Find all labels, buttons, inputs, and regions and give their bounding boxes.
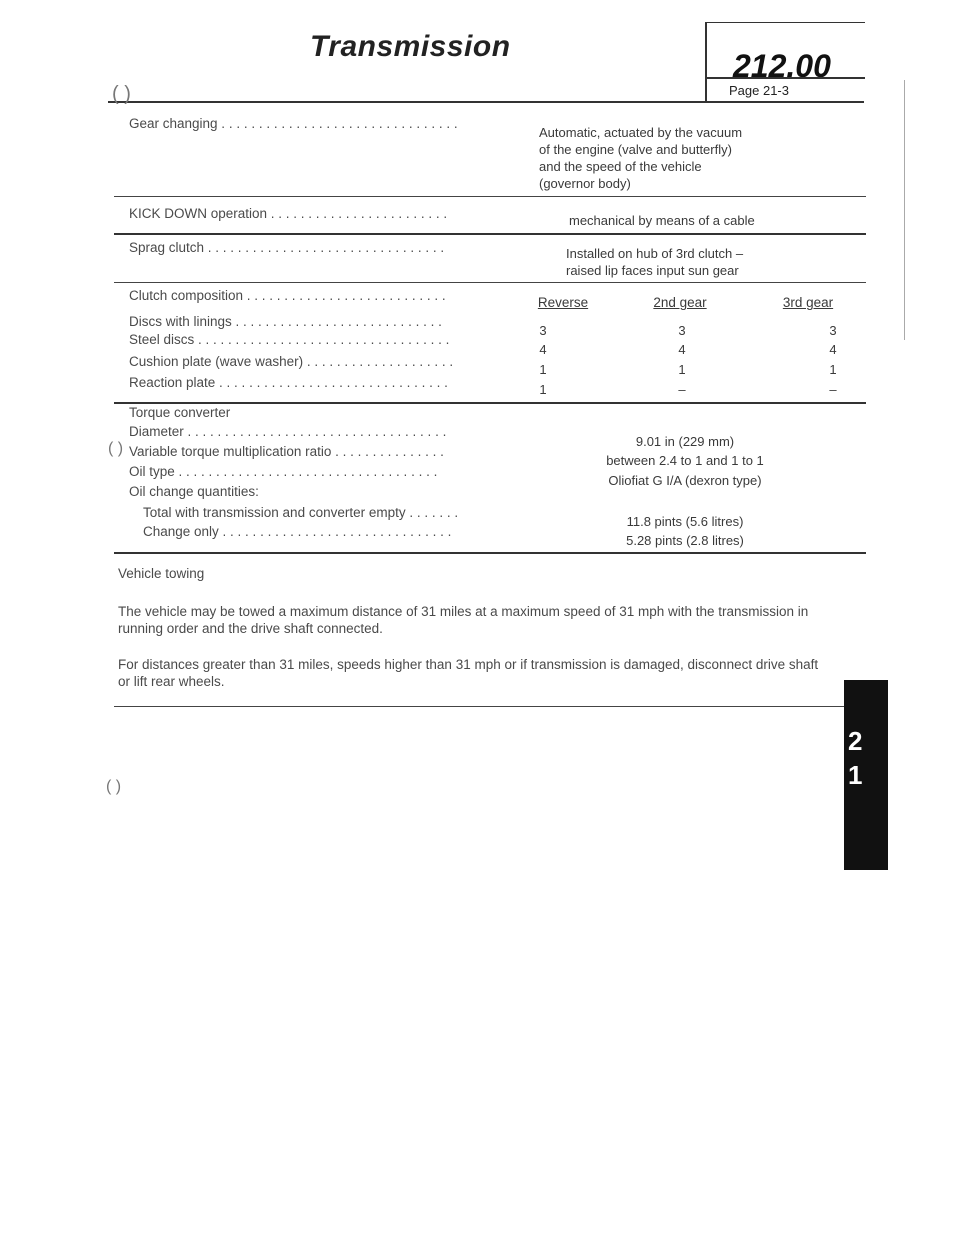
edge-tab-digit: 2 <box>848 726 863 756</box>
page-number: Page 21-3 <box>729 83 789 98</box>
gear-changing-line: of the engine (valve and butterfly) <box>539 142 732 157</box>
clutch-cell: 1 <box>539 362 547 377</box>
clutch-cell: 1 <box>539 382 547 397</box>
towing-heading: Vehicle towing <box>118 566 205 581</box>
sprag-clutch-label: Sprag clutch . . . . . . . . . . . . . . . . . . . . . . . . . . . . . . . . <box>129 240 445 255</box>
kick-down-value: mechanical by means of a cable <box>569 213 755 228</box>
change-only-label: Change only . . . . . . . . . . . . . . . . . . . . . . . . . . . . . . . <box>143 524 452 539</box>
oil-type-value: Oliofiat G I/A (dexron type) <box>608 473 762 488</box>
clutch-header-3rd-gear: 3rd gear <box>782 295 834 310</box>
diameter-label: Diameter . . . . . . . . . . . . . . . . . . . . . . . . . . . . . . . . . . . <box>129 424 447 439</box>
page-title: Transmission <box>310 30 511 63</box>
total-value: 11.8 pints (5.6 litres) <box>626 514 744 529</box>
binder-hole-mark: ( ) <box>106 778 122 795</box>
gear-changing-line: (governor body) <box>539 176 631 191</box>
clutch-row-label: Reaction plate . . . . . . . . . . . . . . . . . . . . . . . . . . . . . . . <box>129 375 448 390</box>
towing-paragraph-1: The vehicle may be towed a maximum distance of 31 miles at a maximum speed of 31 mph with the transmission in running order and the drive shaft connected. <box>118 604 809 636</box>
section-rule <box>114 706 854 707</box>
header-rule <box>108 101 864 103</box>
section-rule <box>114 552 866 554</box>
chapter-edge-tab <box>844 680 888 870</box>
clutch-header-2nd-gear: 2nd gear <box>653 295 707 310</box>
clutch-cell: – <box>829 382 837 397</box>
torque-converter-heading: Torque converter <box>129 405 231 420</box>
section-rule <box>114 233 866 235</box>
section-code: 212.00 <box>733 48 831 84</box>
gear-changing-line: Automatic, actuated by the vacuum <box>539 125 743 140</box>
clutch-cell: 3 <box>678 323 686 338</box>
edge-tab-digit: 1 <box>848 760 863 790</box>
change-only-value: 5.28 pints (2.8 litres) <box>626 533 744 548</box>
ratio-label: Variable torque multiplication ratio . . . . . . . . . . . . . . . <box>129 444 444 459</box>
margin-line <box>904 80 905 340</box>
sprag-clutch-value <box>566 245 743 279</box>
code-box-rule <box>707 77 865 79</box>
sprag-clutch-line: Installed on hub of 3rd clutch – <box>566 246 744 261</box>
clutch-cell: 4 <box>678 342 686 357</box>
section-rule <box>114 402 866 404</box>
total-label: Total with transmission and converter empty . . . . . . . <box>143 505 459 520</box>
gear-changing-label: Gear changing . . . . . . . . . . . . . . . . . . . . . . . . . . . . . . . . <box>129 116 458 131</box>
sprag-clutch-line: raised lip faces input sun gear <box>566 263 739 278</box>
clutch-header-reverse: Reverse <box>537 295 589 310</box>
clutch-cell: 1 <box>829 362 837 377</box>
clutch-cell: 4 <box>539 342 547 357</box>
gear-changing-value <box>539 124 742 192</box>
clutch-row-label: Clutch composition . . . . . . . . . . . . . . . . . . . . . . . . . . . <box>129 288 446 303</box>
clutch-row-label: Steel discs . . . . . . . . . . . . . . . . . . . . . . . . . . . . . . . . . . <box>129 332 450 347</box>
towing-paragraph-2: For distances greater than 31 miles, speeds higher than 31 mph or if transmission is damaged, disconnect drive shaft or lift rear wheels. <box>118 657 819 689</box>
binder-hole-mark: ( ) <box>108 440 124 457</box>
diameter-value: 9.01 in (229 mm) <box>635 434 735 449</box>
section-code-box <box>705 22 865 102</box>
clutch-cell: 3 <box>829 323 837 338</box>
clutch-cell: – <box>678 382 686 397</box>
kick-down-label: KICK DOWN operation . . . . . . . . . . . . . . . . . . . . . . . . <box>129 206 448 221</box>
oil-type-label: Oil type . . . . . . . . . . . . . . . . . . . . . . . . . . . . . . . . . . . <box>129 464 438 479</box>
clutch-row-label: Discs with linings . . . . . . . . . . . . . . . . . . . . . . . . . . . . <box>129 314 442 329</box>
oil-change-label: Oil change quantities: <box>129 484 259 499</box>
clutch-cell: 1 <box>678 362 686 377</box>
section-rule <box>114 282 866 283</box>
clutch-row-label: Cushion plate (wave washer) . . . . . . . . . . . . . . . . . . . . <box>129 354 454 369</box>
clutch-cell: 4 <box>829 342 837 357</box>
clutch-cell: 3 <box>539 323 547 338</box>
section-rule <box>114 196 866 197</box>
code-box-top-rule <box>707 22 865 23</box>
binder-hole-mark: ( ) <box>112 83 131 105</box>
ratio-value: between 2.4 to 1 and 1 to 1 <box>606 453 764 468</box>
gear-changing-line: and the speed of the vehicle <box>539 159 702 174</box>
